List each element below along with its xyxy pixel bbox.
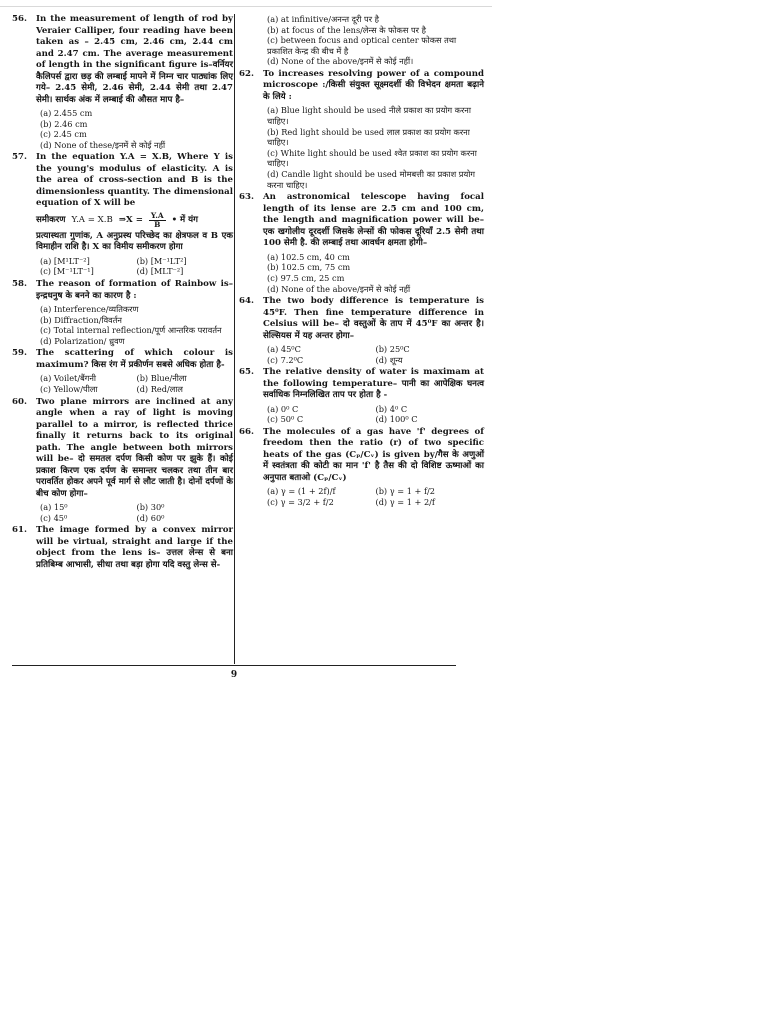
option-d: (d) None of the above/इनमें से कोई नहीं। [267,56,414,67]
option-c: (c) 2.45 cm [40,129,87,140]
option-a: (a) Voilet/बैंगनी [40,373,97,384]
option-a: (a) 0⁰ C [267,403,299,414]
question-stem-tail: प्रत्यास्थता गुणांक, A अनुप्रस्थ परिच्छेद का क्षेत्रफल व B एक विमाहीन राशि है। X का विमीय समीकरण होगा [36,230,233,253]
option-a: (a) Interference/व्यतिकरण [40,304,139,315]
formula-arrow: ⇒X = [118,214,143,225]
option-a: (a) Blue light should be used नीले प्रकाश का प्रयोग करना चाहिए। [267,105,471,127]
question-64 [239,296,484,365]
question-number: 56. [12,14,27,24]
option-c: (c) 50⁰ C [267,414,304,425]
question-63 [239,192,484,294]
question-stem: In the equation Y.A = X.B, Where Y is the young's modulus of elasticity. A is the area of cross-section and B is the dimensionless quantity. The dimensional equation of X will be [36,152,233,209]
left-column [12,14,233,573]
option-c: (c) 45⁰ [40,512,68,523]
option-b: (b) 30⁰ [136,502,165,513]
option-d: (d) [MLT⁻²] [136,266,184,277]
question-number: 59. [12,348,27,359]
question-number: 61. [12,525,27,536]
question-stem: The reason of formation of Rainbow is– इन्द्रधनुष के बनने का कारण है : [36,279,233,301]
question-number: 66. [239,426,254,437]
exam-page [0,0,492,700]
formula-suffix: • में यंग [171,214,199,225]
option-c: (c) Yellow/पीला [40,384,98,395]
question-60 [12,397,233,524]
question-stem: The relative density of water is maximam at the following temperature– पानी का आपेक्षिक घनत्व सर्वाधिक निम्नलिखित ताप पर होता है - [263,367,484,401]
option-c: (c) γ = 3/2 + f/2 [267,497,334,508]
option-a: (a) 102.5 cm, 40 cm [267,251,350,262]
option-a: (a) 2.455 cm [40,108,93,118]
option-c: (c) between focus and optical center फोकस तथा प्रकाशित केन्द्र की बीच में है [267,35,457,56]
option-c: (c) 7.2⁰C [267,354,304,365]
option-d: (d) None of these/इनमें से कोई नहीं [40,139,166,150]
option-a: (a) at infinitive/अनन्त दूरी पर है [267,14,379,24]
question-stem: An astronomical telescope having focal length of its lense are 2.5 cm and 100 cm, the length and magnification power will be– एक खगोलीय दूरदर्शी जिसके लेन्सों की फोकस दूरियाँ 2.5 सेमी तथा 100 सेमी है. की लम्बाई तथा आवर्धन क्षमता होगी– [263,192,484,249]
question-66 [239,427,484,508]
right-column [239,14,484,510]
fraction-numerator: Y.A [150,210,164,220]
question-stem: The image formed by a convex mirror will be virtual, straight and large if the object from the lens is– उत्तल लेन्स से बना प्रतिबिम्ब आभासी, सीधा तथा बड़ा होगा यदि वस्तु लेन्स से- [36,525,233,570]
option-b: (b) γ = 1 + f/2 [375,486,435,497]
question-61 [12,525,233,571]
question-stem: In the measurement of length of rod by Veraier Calliper, four reading have been taken as – 2.45 cm, 2.46 cm, 2.44 cm and 2.47 cm. The average measurement of length in the significant figure is–वर्नियर कैलिपर्स द्वारा छड़ की लम्बाई मापने में निम्न चार पाठ्यांक लिए गये– 2.45 सेमी, 2.46 सेमी, 2.44 सेमी तथा 2.47 सेमी। सार्थक अंक में लम्बाई की औसत माप है– [36,14,233,105]
question-number: 58. [12,279,27,290]
question-stem: The scattering of which colour is maximum? किस रंग में प्रकीर्णन सबसे अधिक होता है- [36,348,233,370]
question-stem: Two plane mirrors are inclined at any angle when a ray of light is moving parallel to a mirror, is reflected thrice finally it returns back to its original path. The angle between both mirrors will be– दो समतल दर्पण किसी कोण पर झुके हैं। कोई प्रकाश किरण एक दर्पण के समान्तर चलकर तथा तीन बार परावर्तित होकर अपने पूर्व मार्ग से लौट जाती है। दोनों दर्पणों के बीच कोण होगा– [36,396,233,499]
equation-line [36,212,233,229]
question-number: 64. [239,296,254,307]
option-a: (a) [M¹LT⁻²] [40,255,90,266]
option-d: (d) Candle light should be used मोमबत्ती का प्रकाश प्रयोग करना चाहिए। [267,169,475,190]
question-number: 60. [12,396,27,407]
option-c: (c) 97.5 cm, 25 cm [267,272,345,283]
option-c: (c) [M⁻¹LT⁻¹] [40,266,94,277]
option-b: (b) 2.46 cm [40,118,88,129]
question-58 [12,279,233,346]
option-d: (d) 60⁰ [136,512,165,523]
question-61-options [239,14,484,67]
page-number: 9 [230,670,238,680]
question-stem: The molecules of a gas have 'f' degrees of freedom then the ratio (r) of two specific heats of the gas (Cₚ/Cᵥ) is given by/गैस के अणुओं में स्वतंत्रता की कोटी का मान 'f' है तैस की दो विशिष्ट ऊष्माओं का अनुपात बताओ (Cₚ/Cᵥ) [263,426,484,483]
option-b: (b) 25⁰C [375,344,410,355]
option-b: (b) Blue/नीला [136,373,187,384]
question-57 [12,152,233,277]
option-b: (b) Diffraction/विवर्तन [40,314,122,325]
option-b: (b) 4⁰ C [375,403,408,414]
question-number [239,14,263,67]
question-number: 65. [239,367,254,378]
question-65 [239,367,484,425]
option-d: (d) शून्य [375,354,403,365]
question-number: 57. [12,152,27,163]
option-a: (a) γ = (1 + 2f)/f [267,486,336,497]
option-c: (c) Total internal reflection/पूर्ण आन्तरिक परावर्तन [40,325,222,336]
option-d: (d) None of the above/इनमें से कोई नहीं [267,283,411,294]
option-b: (b) [M⁻¹LT²] [136,255,187,266]
option-b: (b) 102.5 cm, 75 cm [267,262,351,273]
question-number: 62. [239,68,254,79]
question-62 [239,69,484,190]
fraction-denominator: B [154,219,161,229]
option-a: (a) 15⁰ [40,502,68,513]
option-d: (d) Polarization/ ध्रुवण [40,335,125,346]
option-b: (b) Red light should be used लाल प्रकाश का प्रयोग करना चाहिए। [267,126,470,148]
question-59 [12,348,233,394]
option-a: (a) 45⁰C [267,344,301,355]
question-stem: The two body difference is temperature is 45⁰F. Then fine temperature difference in Celsius will be– दो वस्तुओं के ताप में 45⁰F का अन्तर है। सेल्सियस में यह अन्तर होगा– [263,296,484,341]
top-divider [0,6,492,7]
option-b: (b) at focus of the lens/लेन्स के फोकस पर है [267,24,426,35]
question-number: 63. [239,192,254,203]
column-divider [234,14,235,664]
option-d: (d) 100⁰ C [375,414,418,425]
formula-fraction [149,212,166,229]
question-56 [12,14,233,150]
question-stem: To increases resolving power of a compound microscope :/किसी संयुक्त सूक्ष्मदर्शी की विभेदन क्षमता बढ़ाने के लिये : [263,68,484,102]
bottom-rule [12,665,456,666]
option-d: (d) γ = 1 + 2/f [375,497,435,508]
formula-prefix: समीकरण [36,214,66,225]
formula-equation: Y.A = X.B [71,214,113,225]
option-c: (c) White light should be used श्वेत प्रकाश का प्रयोग करना चाहिए। [267,147,477,169]
option-d: (d) Red/लाल [136,384,183,395]
